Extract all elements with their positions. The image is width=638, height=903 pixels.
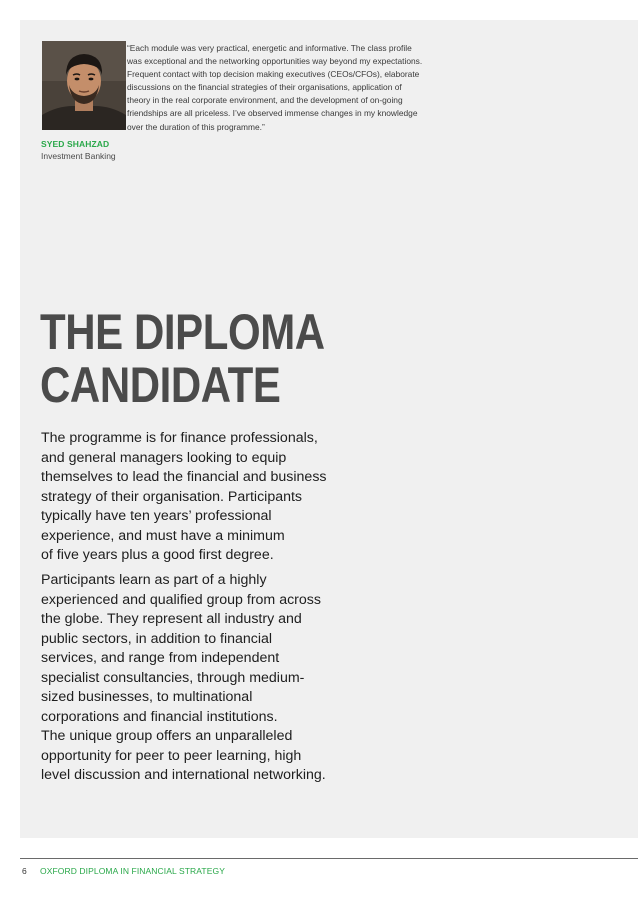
portrait-photo — [42, 41, 126, 130]
footer-title: OXFORD DIPLOMA IN FINANCIAL STRATEGY — [40, 866, 225, 876]
body-paragraph-1: The programme is for finance professionals, and general managers looking to equip themselves to lead the financial and business strategy of their organisation. Participants typically have ten years’ professional experience, and must have a minimum of five years plus a good first degree. — [41, 430, 327, 563]
heading-line-2: CANDIDATE — [40, 357, 281, 413]
page-number: 6 — [22, 866, 27, 876]
testimonial-name: SYED SHAHZAD — [41, 139, 110, 149]
testimonial-quote: “Each module was very practical, energetic and informative. The class profile was exceptional and the networking opportunities way beyond my expectations. Frequent contact with top decision making executives (CEOs/CFOs), elaborate discussions on the financial strategies of their organisations, application of theory in the real corporate environment, and the development of on-going friendships are all priceless. I’ve observed immense changes in my knowledge over the duration of this programme.” — [127, 43, 423, 132]
section-heading — [40, 306, 325, 412]
footer-divider — [20, 858, 638, 859]
body-paragraph-2: Participants learn as part of a highly experienced and qualified group from across the globe. They represent all industry and public sectors, in addition to financial services, and range from independent specialist consultancies, through medium- sized businesses, to multinational corporations and financial institutions. The unique group offers an unparalleled opportunity for peer to peer learning, high level discussion and international networking. — [41, 572, 326, 783]
testimonial-role: Investment Banking — [41, 151, 116, 161]
heading-line-1: THE DIPLOMA — [40, 304, 325, 360]
